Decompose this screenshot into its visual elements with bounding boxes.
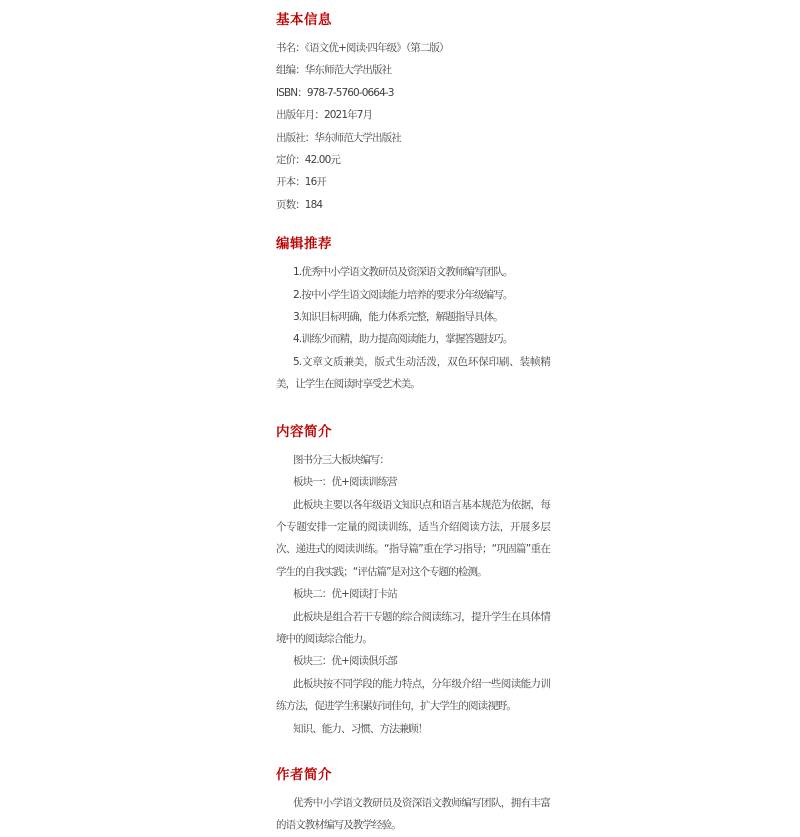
field-organizer: 组编：华东师范大学出版社	[276, 64, 392, 77]
basic-info-heading: 基本信息	[276, 12, 332, 28]
section-editor-recommend	[276, 235, 550, 395]
field-isbn: ISBN：978-7-5760-0664-3	[276, 86, 394, 99]
intro-block1-title: 板块一：优+阅读训练营	[293, 476, 397, 489]
intro-block2-paragraph: 此板块是组合若干专题的综合阅读练习，提升学生在具体情境中的阅读综合能力。	[276, 610, 550, 645]
author-intro-heading: 作者简介	[276, 766, 332, 783]
intro-slogan: 知识、能力、习惯、方法兼顾！	[293, 722, 428, 735]
intro-block3-title: 板块三：优+阅读俱乐部	[293, 655, 397, 668]
field-book-title: 书名：《语文优+阅读·四年级》（第二版）	[276, 42, 449, 54]
intro-overview: 图书分三大板块编写：	[293, 453, 389, 466]
section-basic-info	[276, 11, 550, 216]
field-price: 定价：42.00元	[276, 154, 340, 167]
recommend-item-1: 1.优秀中小学语文教研员及资深语文教师编写团队。	[293, 266, 513, 279]
section-author-intro	[276, 766, 550, 837]
intro-block1-paragraph: 此板块主要以各年级语文知识点和语言基本规范为依据，每个专题安排一定量的阅读训练，适当介绍阅读方法，开展多层次、递进式的阅读训练。“指导篇”重在学习指导；“巩固篇”重在学生的自我实践；“评估篇”是对这个专题的检测。	[276, 498, 550, 578]
intro-block2-title: 板块二：优+阅读打卡站	[293, 588, 397, 601]
content-intro-heading: 内容简介	[276, 423, 332, 440]
field-publisher: 出版社：华东师范大学出版社	[276, 131, 401, 144]
field-pages: 页数：184	[276, 198, 323, 211]
recommend-item-2: 2.按中小学生语文阅读能力培养的要求分年级编写。	[293, 288, 513, 301]
section-content-intro	[276, 423, 550, 740]
editor-recommend-heading: 编辑推荐	[276, 236, 332, 253]
book-detail-content	[276, 11, 550, 837]
field-format: 开本：16开	[276, 176, 326, 189]
intro-block3-paragraph: 此板块按不同学段的能力特点，分年级介绍一些阅读能力训练方法，促进学生积累好词佳句，扩大学生的阅读视野。	[276, 677, 550, 713]
author-paragraph: 优秀中小学语文教研员及资深语文教师编写团队，拥有丰富的语文教材编写及教学经验。	[276, 796, 550, 832]
recommend-item-3: 3.知识目标明确，能力体系完整，解题指导具体。	[293, 311, 503, 324]
recommend-item-5: 5.文章文质兼美，版式生动活泼，双色环保印刷、装帧精美，让学生在阅读时享受艺术美。	[276, 355, 550, 391]
recommend-item-4: 4.训练少而精，助力提高阅读能力，掌握答题技巧。	[293, 333, 513, 346]
field-publish-date: 出版年月：2021年7月	[276, 109, 373, 122]
